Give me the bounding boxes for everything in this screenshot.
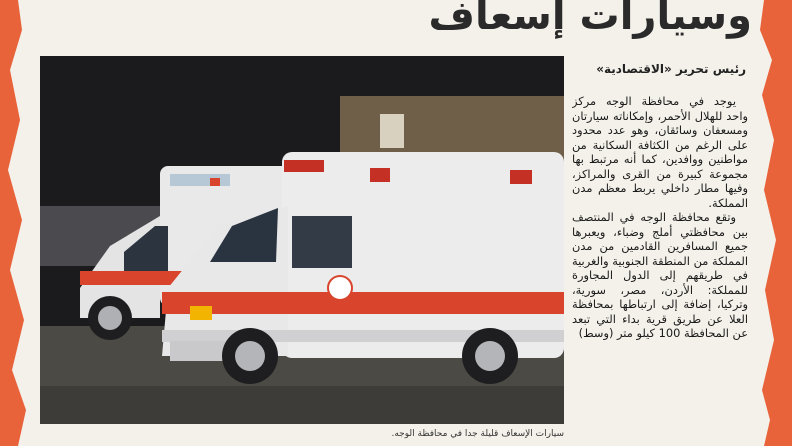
ambulance-illustration bbox=[40, 56, 564, 424]
article-paragraph: يوجد في محافظة الوجه مركز واحد للهلال الأحمر، وإمكاناته سيارتان ومسعفان وسائقان، وهو عدد محدود على الرغم من الكثافة السكانية من مواطنين ووافدين، كما أنه مرتبط بها مجموعة كبيرة من القرى والمراكز، وفيها مطار داخلي يربط معظم مدن المملكة. bbox=[572, 94, 748, 210]
article-paragraph: وتقع محافظة الوجه في المنتصف بين محافظتي أملج وضباء، ويعبرها جميع المسافرين القادمين من مدن المملكة من المنطقة الجنوبية والغربية في طريقهم إلى الدول المجاورة للمملكة: الأردن، مصر، سورية، وتركيا، إضافة إلى ارتباطها بمحافظة العلا عن طريق قرية بداء التي تبعد عن المحافظة 100 كيلو متر (وسط) bbox=[572, 210, 748, 340]
ambulance-photo bbox=[40, 56, 564, 424]
headline: وسيارات إسعاف bbox=[428, 0, 752, 39]
byline: رئيس تحرير «الاقتصادية» bbox=[596, 62, 746, 76]
photo-caption: سيارات الإسعاف قليلة جدا في محافظة الوجه. bbox=[391, 429, 564, 439]
article-body bbox=[572, 94, 748, 446]
